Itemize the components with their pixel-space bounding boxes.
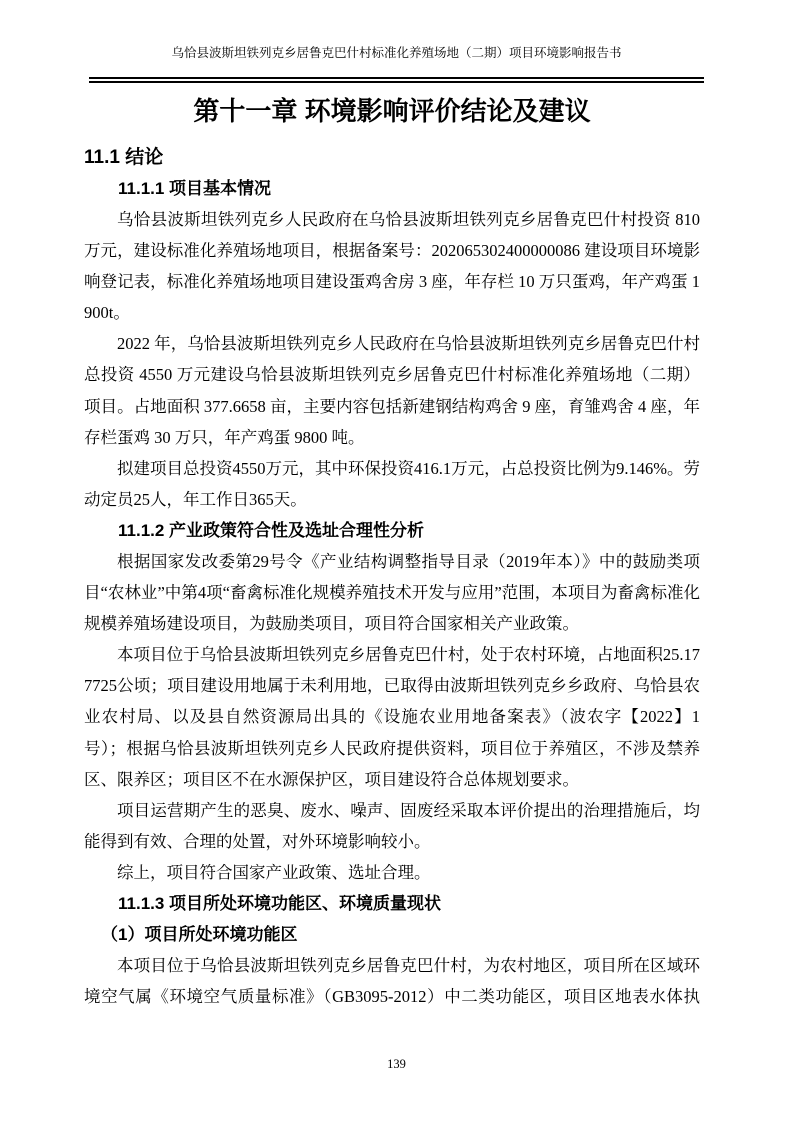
chapter-title: 第十一章 环境影响评价结论及建议 [193,96,591,126]
page-content [84,88,700,1012]
paragraph-policy-2: 本项目位于乌恰县波斯坦铁列克乡居鲁克巴什村，处于农村环境，占地面积25.177725公顷；项目建设用地属于未利用地，已取得由波斯坦铁列克乡乡政府、乌恰县农业农村局、以及县自然资源局出具的《设施农业用地备案表》（波农字【2022】1号）；根据乌恰县波斯坦铁列克乡人民政府提供资料，项目位于养殖区，不涉及禁养区、限养区；项目区不在水源保护区，项目建设符合总体规划要求。 [84,645,700,789]
heading-11-1: 11.1 结论 [84,147,164,168]
heading-11-1-1: 11.1.1 项目基本情况 [118,179,272,198]
paragraph-project-basic-2: 2022 年，乌恰县波斯坦铁列克乡人民政府在乌恰县波斯坦铁列克乡居鲁克巴什村总投资 4550 万元建设乌恰县波斯坦铁列克乡居鲁克巴什村标准化养殖场地（二期）项目。占地面积 377.6658 亩，主要内容包括新建钢结构鸡舍 9 座，育雏鸡舍 4 座，年存栏蛋鸡 30 万只，年产鸡蛋 9800 吨。 [84,334,700,447]
header-double-rule [89,77,704,83]
running-header: 乌恰县波斯坦铁列克乡居鲁克巴什村标准化养殖场地（二期）项目环境影响报告书 [171,46,622,60]
paragraph-policy-3: 项目运营期产生的恶臭、废水、噪声、固废经采取本评价提出的治理措施后，均能得到有效、合理的处置，对外环境影响较小。 [84,800,700,851]
paragraph-project-basic-3: 拟建项目总投资4550万元，其中环保投资416.1万元，占总投资比例为9.146%。劳动定员25人，年工作日365天。 [84,458,700,509]
heading-11-1-3: 11.1.3 项目所处环境功能区、环境质量现状 [118,893,442,913]
paragraph-policy-1: 根据国家发改委第29号令《产业结构调整指导目录（2019年本）》中的鼓励类项目“农林业”中第4项“畜禽标准化规模养殖技术开发与应用”范围，本项目为畜禽标准化规模养殖场建设项目，为鼓励类项目，项目符合国家相关产业政策。 [84,551,700,634]
page-number: 139 [387,1057,406,1071]
heading-11-1-2: 11.1.2 产业政策符合性及选址合理性分析 [118,520,425,540]
paragraph-policy-4: 综上，项目符合国家产业政策、选址合理。 [117,862,431,882]
paragraph-project-basic-1: 乌恰县波斯坦铁列克乡人民政府在乌恰县波斯坦铁列克乡居鲁克巴什村投资 810 万元，建设标准化养殖场地项目，根据备案号：202065302400000086 建设项目环境影响登记表，标准化养殖场地项目建设蛋鸡舍房 3 座，年存栏 10 万只蛋鸡，年产鸡蛋 1900t。 [84,210,700,323]
paragraph-function-zone: 本项目位于乌恰县波斯坦铁列克乡居鲁克巴什村，为农村地区，项目所在区域环境空气属《环境空气质量标准》（GB3095-2012）中二类功能区，项目区地表水体执 [84,955,700,1007]
heading-item-1: （1）项目所处环境功能区 [101,924,298,944]
